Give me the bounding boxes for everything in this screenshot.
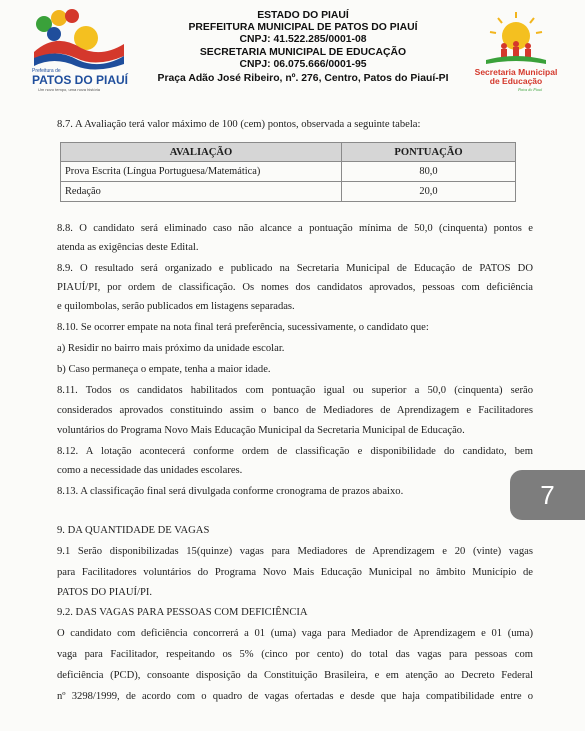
header-state: ESTADO DO PIAUÍ	[257, 10, 349, 21]
paragraph-line: como a necessidade das unidades escolares.	[57, 465, 243, 476]
table-header-avaliacao: AVALIAÇÃO	[61, 143, 342, 162]
header-address: Praça Adão José Ribeiro, nº. 276, Centro, Patos do Piauí-PI	[157, 73, 449, 85]
header-cnpj-secretaria: CNPJ: 06.075.666/0001-95	[239, 58, 367, 70]
right-logo-tagline: Patos do Piauí	[518, 87, 542, 92]
table-cell: 80,0	[342, 162, 516, 182]
document-header	[0, 0, 585, 100]
logo-tagline-text: Um novo tempo, uma nova história	[38, 87, 101, 92]
table-header-pontuacao: PONTUAÇÃO	[342, 143, 516, 162]
table-cell: Prova Escrita (Língua Portuguesa/Matemática)	[61, 162, 342, 182]
paragraph-line: vaga para Facilitador, respeitando os 5% (cinco por cento) do total das vagas para pessoas com	[57, 649, 533, 660]
paragraph-line: deficiência (PCD), consoante disposição da Constituição Brasileira, e em atenção ao Decreto Federal	[57, 670, 533, 681]
paragraph-line: 8.12. A lotação acontecerá conforme ordem de classificação e disponibilidade do candidato, bem	[57, 446, 533, 457]
paragraph-line: 8.9. O resultado será organizado e publicado na Secretaria Municipal de Educação de PATOS DO	[57, 263, 533, 274]
header-prefeitura: PREFEITURA MUNICIPAL DE PATOS DO PIAUÍ	[188, 22, 418, 34]
paragraph-line: O candidato com deficiência concorrerá a 01 (uma) vaga para Mediador de Aprendizagem e 01 (uma)	[57, 628, 533, 639]
paragraph-line: voluntários do Programa Novo Mais Educação Municipal da Secretaria Municipal de Educação.	[57, 425, 465, 436]
paragraph-line: nº 3298/1999, de acordo com o quadro de vagas ofertadas e desde que haja compatibilidade entre o	[57, 691, 533, 702]
patos-do-piaui-logo	[26, 8, 130, 94]
table-row	[61, 162, 516, 182]
paragraph-line: 8.10. Se ocorrer empate na nota final terá preferência, sucessivamente, o candidato que:	[57, 322, 429, 333]
paragraph-line: PATOS DO PIAUÍ/PI.	[57, 587, 153, 598]
secretaria-educacao-logo	[468, 8, 564, 94]
section-8-7: 8.7. A Avaliação terá valor máximo de 100 (cem) pontos, observada a seguinte tabela:	[57, 119, 421, 130]
section-9-2-heading: 9.2. DAS VAGAS PARA PESSOAS COM DEFICIÊNCIA	[57, 607, 308, 618]
paragraph-line: 9.1 Serão disponibilizadas 15(quinze) vagas para Mediadores de Aprendizagem e 20 (vinte) vagas	[57, 546, 533, 557]
evaluation-table	[60, 142, 516, 202]
header-secretaria: SECRETARIA MUNICIPAL DE EDUCAÇÃO	[199, 46, 407, 58]
table-row	[61, 182, 516, 202]
paragraph-line: e quilombolas, serão publicados em listagens separadas.	[57, 301, 295, 312]
list-item: a) Residir no bairro mais próximo da unidade escolar.	[57, 343, 285, 354]
paragraph-line: 8.11. Todos os candidatos habilitados com pontuação igual ou superior a 50,0 (cinquenta) serão	[57, 385, 533, 396]
right-logo-line1: Secretaria Municipal	[474, 67, 558, 77]
paragraph-line: PIAUÍ/PI, por ordem de classificação. Os nomes dos candidatos aprovados, pessoas com deficiência	[57, 282, 533, 293]
logo-small-text: Prefeitura de	[32, 68, 61, 74]
table-header-row	[61, 143, 516, 162]
right-logo-line2: de Educação	[489, 76, 543, 86]
paragraph-line: para Facilitadores voluntários do Programa Novo Mais Educação Municipal no âmbito Município de	[57, 567, 533, 578]
paragraph-line: atenda as exigências deste Edital.	[57, 242, 199, 253]
list-item: b) Caso permaneça o empate, tenha a maior idade.	[57, 364, 271, 375]
page-number-badge: 7	[510, 470, 585, 520]
header-cnpj-prefeitura: CNPJ: 41.522.285/0001-08	[239, 34, 367, 46]
table-cell: 20,0	[342, 182, 516, 202]
section-9-heading: 9. DA QUANTIDADE DE VAGAS	[57, 525, 210, 536]
table-cell: Redação	[61, 182, 342, 202]
paragraph-line: 8.8. O candidato será eliminado caso não alcance a pontuação mínima de 50,0 (cinquenta) pontos e	[57, 223, 533, 234]
header-text-block	[138, 10, 468, 85]
paragraph-line: 8.13. A classificação final será divulgada conforme cronograma de prazos abaixo.	[57, 486, 404, 497]
paragraph-line: considerados aprovados constituindo assim o banco de Mediadores de Aprendizagem e Facilitadores	[57, 405, 533, 416]
logo-name-text: PATOS DO PIAUÍ	[32, 73, 129, 87]
